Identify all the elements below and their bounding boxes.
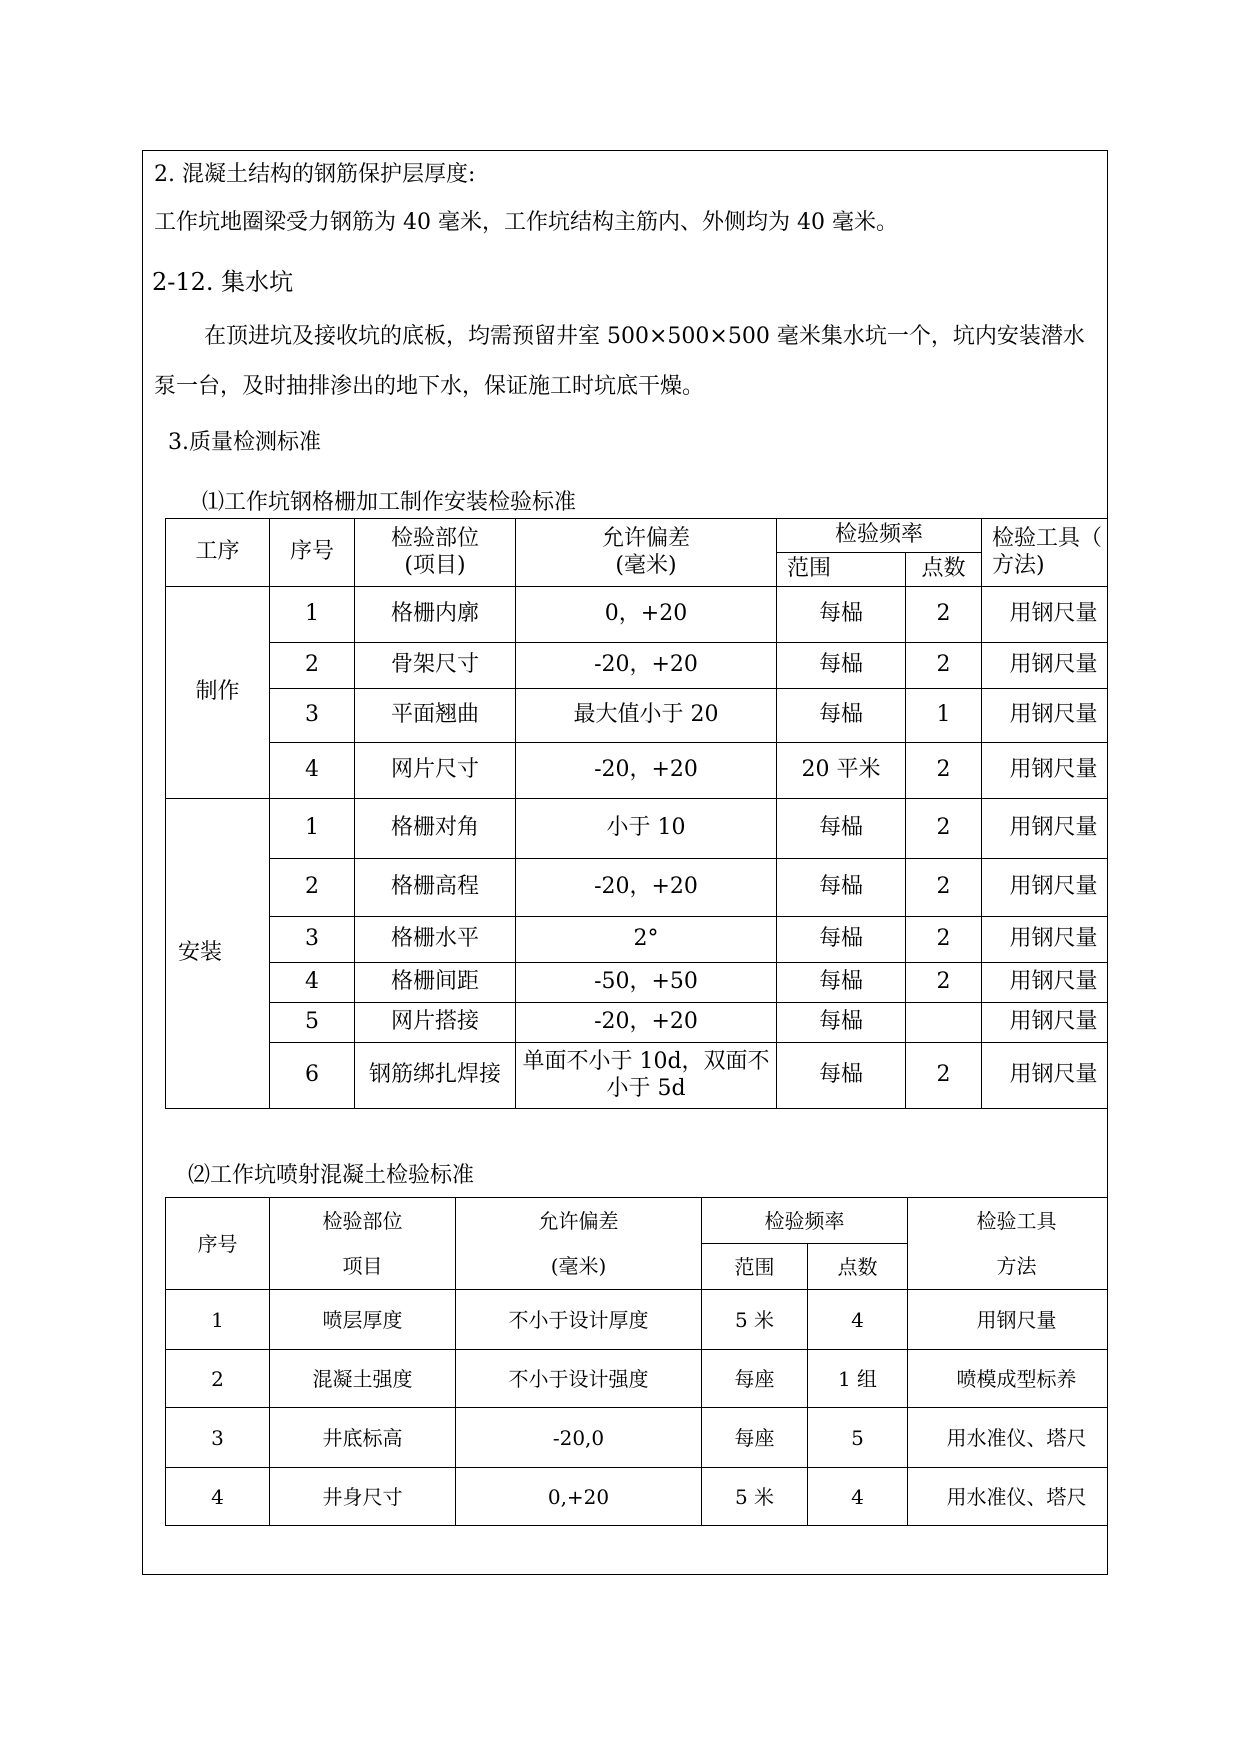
t2-header-points: 点数	[808, 1244, 908, 1290]
header-part: 检验部位 (项目)	[355, 519, 516, 587]
table-row: 3 井底标高 -20,0 每座 5 用水准仪、塔尺	[166, 1408, 1109, 1468]
t2-header-range: 范围	[702, 1244, 808, 1290]
t2-header-tool-sub: 方法	[908, 1244, 1109, 1290]
group-installation: 安装	[166, 799, 270, 1109]
header-range: 范围	[777, 553, 906, 587]
table-row: 2 格栅高程 -20，+20 每榀 2 用钢尺量	[166, 859, 1109, 917]
heading-sump: 2-12. 集水坑	[152, 268, 294, 296]
table-row: 制作 1 格栅内廓 0，+20 每榀 2 用钢尺量	[166, 587, 1109, 643]
table-row: 4 网片尺寸 -20，+20 20 平米 2 用钢尺量	[166, 743, 1109, 799]
heading-quality-standard: 3.质量检测标准	[168, 430, 321, 455]
header-tolerance: 允许偏差 (毫米)	[516, 519, 777, 587]
header-tool: 检验工具（ 方法)	[982, 519, 1108, 587]
t2-header-tol: 允许偏差	[456, 1198, 702, 1244]
table-row: 3 平面翘曲 最大值小于 20 每榀 1 用钢尺量	[166, 689, 1109, 743]
t2-header-part-sub: 项目	[270, 1244, 456, 1290]
t2-header-frequency: 检验频率	[702, 1198, 908, 1244]
table-row: 4 井身尺寸 0,+20 5 米 4 用水准仪、塔尺	[166, 1468, 1109, 1526]
t2-header-tol-sub: (毫米)	[456, 1244, 702, 1290]
table-row: 6 钢筋绑扎焊接 单面不小于 10d，双面不小于 5d 每榀 2 用钢尺量	[166, 1043, 1109, 1109]
header-points: 点数	[906, 553, 982, 587]
shotcrete-table	[165, 1197, 1108, 1526]
grid-fabrication-table	[165, 518, 1108, 1109]
table-row: 4 格栅间距 -50，+50 每榀 2 用钢尺量	[166, 963, 1109, 1003]
t2-header-tool: 检验工具	[908, 1198, 1109, 1244]
table-row: 安装 1 格栅对角 小于 10 每榀 2 用钢尺量	[166, 799, 1109, 859]
table2-caption: ⑵工作坑喷射混凝土检验标准	[188, 1163, 475, 1188]
heading-cover-thickness: 2. 混凝土结构的钢筋保护层厚度:	[154, 162, 476, 187]
group-fabrication: 制作	[166, 587, 270, 799]
header-frequency: 检验频率	[777, 519, 982, 553]
header-seq: 序号	[270, 519, 355, 587]
table-row: 2 骨架尺寸 -20，+20 每榀 2 用钢尺量	[166, 643, 1109, 689]
table-row: 1 喷层厚度 不小于设计厚度 5 米 4 用钢尺量	[166, 1290, 1109, 1350]
table-row: 2 混凝土强度 不小于设计强度 每座 1 组 喷模成型标养	[166, 1350, 1109, 1408]
table-row: 3 格栅水平 2° 每榀 2 用钢尺量	[166, 917, 1109, 963]
header-process: 工序	[166, 519, 270, 587]
t2-header-part: 检验部位	[270, 1198, 456, 1244]
table1-caption: ⑴工作坑钢格栅加工制作安装检验标准	[202, 490, 577, 515]
table-row: 5 网片搭接 -20，+20 每榀 用钢尺量	[166, 1003, 1109, 1043]
text-cover-thickness: 工作坑地圈梁受力钢筋为 40 毫米，工作坑结构主筋内、外侧均为 40 毫米。	[154, 210, 898, 235]
paragraph-sump: 在顶进坑及接收坑的底板，均需预留井室 500×500×500 毫米集水坑一个，坑内安装潜水泵一台，及时抽排渗出的地下水，保证施工时坑底干燥。	[154, 324, 1085, 399]
t2-header-seq: 序号	[166, 1198, 270, 1290]
